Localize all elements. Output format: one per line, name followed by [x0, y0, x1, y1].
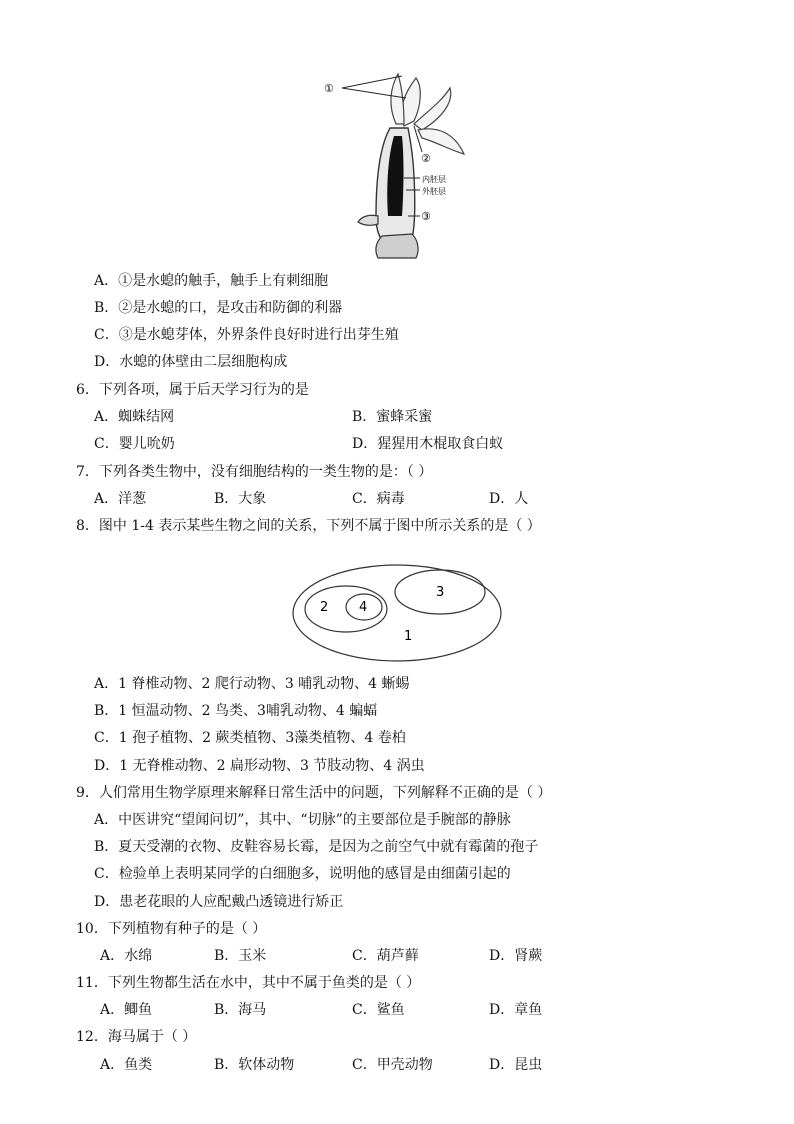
q8-option-a: A．1 脊椎动物、2 爬行动物、3 哺乳动物、4 蜥蜴: [94, 676, 410, 692]
q9-option-a: A．中医讲究“望闻问切”，其中、“切脉”的主要部位是手腕部的静脉: [94, 812, 511, 828]
q6-option-d: D．猩猩用木棍取食白蚁: [352, 436, 504, 452]
q12-stem: 12．海马属于（ ）: [76, 1029, 197, 1045]
q8-stem: 8．图中 1-4 表示某些生物之间的关系，下列不属于图中所示关系的是（ ）: [76, 518, 541, 534]
q6-option-a: A．蜘蛛结网: [94, 409, 175, 425]
q10-option-c: C．葫芦藓: [352, 948, 419, 964]
q9-option-d: D．患老花眼的人应配戴凸透镜进行矫正: [94, 894, 344, 910]
q7-stem: 7．下列各类生物中，没有细胞结构的一类生物的是：（ ）: [76, 464, 433, 480]
q12-option-d: D．昆虫: [489, 1057, 543, 1073]
q9-stem: 9．人们常用生物学原理来解释日常生活中的问题，下列解释不正确的是（ ）: [76, 785, 552, 801]
q7-option-a: A．洋葱: [94, 491, 147, 507]
q11-option-a: A．鲫鱼: [100, 1002, 153, 1018]
q10-option-b: B．玉米: [214, 948, 267, 964]
hydra-label-1: ①: [324, 82, 334, 95]
q8-option-d: D．1 无脊椎动物、2 扁形动物、3 节肢动物、4 涡虫: [94, 758, 425, 774]
q7-option-b: B．大象: [214, 491, 267, 507]
relation-diagram: [290, 562, 506, 664]
q5-option-b: B．②是水螅的口，是攻击和防御的利器: [94, 300, 343, 316]
label-1: 1: [404, 629, 413, 644]
q5-option-a: A．①是水螅的触手，触手上有刺细胞: [94, 273, 329, 289]
q11-stem: 11．下列生物都生活在水中，其中不属于鱼类的是（ ）: [76, 975, 421, 991]
hydra-label-inner: 内胚层: [422, 175, 446, 184]
label-3: 3: [436, 585, 445, 600]
label-4: 4: [359, 600, 368, 615]
q9-option-c: C．检验单上表明某同学的白细胞多，说明他的感冒是由细菌引起的: [94, 866, 511, 882]
q11-option-c: C．鲨鱼: [352, 1002, 405, 1018]
q11-option-b: B．海马: [214, 1002, 267, 1018]
hydra-bud: [358, 215, 378, 225]
q9-option-b: B．夏天受潮的衣物、皮鞋容易长霉，是因为之前空气中就有霉菌的孢子: [94, 839, 539, 855]
q6-stem: 6．下列各项，属于后天学习行为的是: [76, 382, 309, 398]
q8-option-c: C．1 孢子植物、2 蕨类植物、3藻类植物、4 卷柏: [94, 730, 406, 746]
hydra-label-2: ②: [421, 152, 431, 165]
q10-stem: 10．下列植物有种子的是（ ）: [76, 921, 267, 937]
hydra-label-outer: 外胚层: [422, 187, 446, 196]
q5-option-c: C．③是水螅芽体，外界条件良好时进行出芽生殖: [94, 327, 399, 343]
hydra-tentacle: [391, 74, 404, 124]
q7-option-c: C．病毒: [352, 491, 405, 507]
hydra-figure: [318, 66, 468, 261]
q5-option-d: D．水螅的体壁由二层细胞构成: [94, 354, 288, 370]
q6-option-b: B．蜜蜂采蜜: [352, 409, 433, 425]
label-2: 2: [320, 600, 329, 615]
hydra-tentacle: [402, 78, 420, 126]
q10-option-a: A．水绵: [100, 948, 153, 964]
hydra-label-3: ③: [421, 210, 431, 223]
q12-option-a: A．鱼类: [100, 1057, 153, 1073]
q7-option-d: D．人: [489, 491, 529, 507]
hydra-tentacle: [418, 129, 464, 154]
q10-option-d: D．肾蕨: [489, 948, 543, 964]
q11-option-d: D．章鱼: [489, 1002, 543, 1018]
q8-option-b: B．1 恒温动物、2 鸟类、3哺乳动物、4 蝙蝠: [94, 703, 378, 719]
q6-option-c: C．婴儿吮奶: [94, 436, 175, 452]
q12-option-b: B．软体动物: [214, 1057, 295, 1073]
q12-option-c: C．甲壳动物: [352, 1057, 433, 1073]
hydra-foot: [376, 234, 418, 258]
